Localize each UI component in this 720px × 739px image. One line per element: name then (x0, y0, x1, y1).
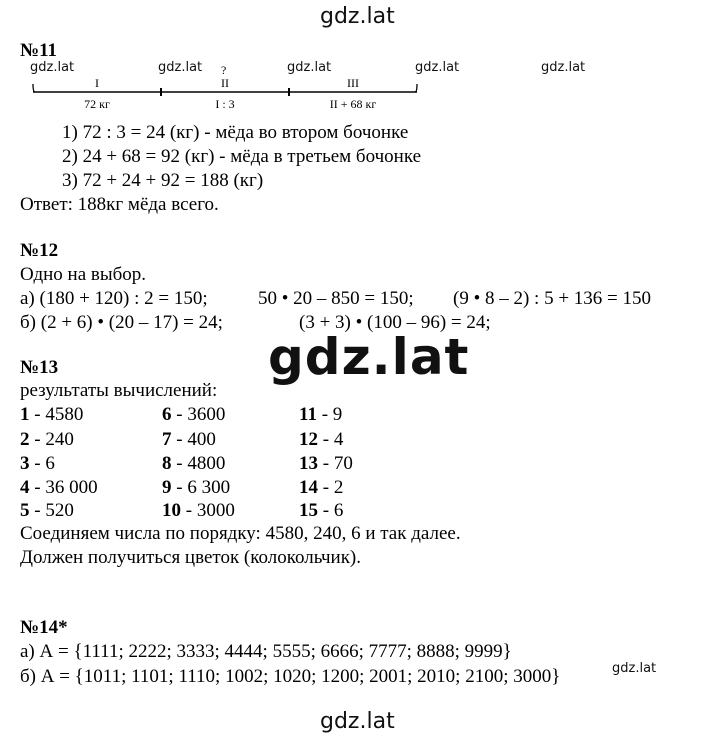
watermark-row-4: gdz.lat (415, 60, 460, 75)
watermark-row-3: gdz.lat (287, 60, 332, 75)
diagram-right-end (415, 84, 417, 92)
segment-2-bottom-label: I : 3 (215, 97, 235, 111)
segment-1-bottom-label: 72 кг (84, 97, 110, 111)
segment-diagram (30, 72, 430, 112)
segment-1-top-label: I (95, 76, 99, 90)
task12-b-1: б) (2 + 6) • (20 – 17) = 24; (20, 312, 223, 333)
segment-2-top-label: II (221, 76, 229, 90)
task12-a-2: 50 • 20 – 850 = 150; (258, 288, 414, 309)
task12-intro: Одно на выбор. (20, 264, 147, 285)
task13-title: №13 (20, 357, 59, 378)
task13-intro: результаты вычислений: (20, 380, 218, 401)
task12-a-1: а) (180 + 120) : 2 = 150; (20, 288, 208, 309)
diagram-question-mark: ? (221, 63, 227, 77)
watermark-big: gdz.lat (268, 328, 470, 386)
task13-conclusion-1: Соединяем числа по порядку: 4580, 240, 6 и так далее. (20, 523, 461, 544)
result-3: 3 - 6 (20, 453, 55, 474)
task12-title: №12 (20, 240, 59, 261)
result-11: 11 - 9 (299, 404, 343, 425)
task14-b: б) А = {1011; 1101; 1110; 1002; 1020; 1200; 2001; 2010; 2100; 3000} (20, 666, 561, 687)
segment-3-bottom-label: II + 68 кг (329, 97, 377, 111)
task11-step-1: 1) 72 : 3 = 24 (кг) - мёда во втором бочонке (62, 122, 409, 143)
result-15: 15 - 6 (299, 500, 344, 521)
result-12: 12 - 4 (299, 429, 344, 450)
result-7: 7 - 400 (162, 429, 216, 450)
segment-3-top-label: III (347, 76, 359, 90)
task11-step-2: 2) 24 + 68 = 92 (кг) - мёда в третьем бочонке (62, 146, 422, 167)
task13-conclusion-2: Должен получиться цветок (колокольчик). (20, 547, 361, 568)
result-14: 14 - 2 (299, 477, 344, 498)
result-6: 6 - 3600 (162, 404, 226, 425)
task12-b-2: (3 + 3) • (100 – 96) = 24; (299, 312, 491, 333)
task12-a-3: (9 • 8 – 2) : 5 + 136 = 150 (453, 288, 652, 309)
result-4: 4 - 36 000 (20, 477, 98, 498)
diagram-left-end (33, 84, 35, 92)
result-2: 2 - 240 (20, 429, 74, 450)
result-9: 9 - 6 300 (162, 477, 231, 498)
watermark-corner: gdz.lat (612, 661, 657, 676)
result-1: 1 - 4580 (20, 404, 84, 425)
result-10: 10 - 3000 (162, 500, 235, 521)
watermark-row-2: gdz.lat (158, 60, 203, 75)
result-13: 13 - 70 (299, 453, 353, 474)
result-8: 8 - 4800 (162, 453, 226, 474)
result-5: 5 - 520 (20, 500, 74, 521)
watermark-row-1: gdz.lat (30, 60, 75, 75)
task14-a: а) А = {1111; 2222; 3333; 4444; 5555; 6666; 7777; 8888; 9999} (20, 641, 512, 662)
task14-title: №14* (20, 617, 68, 638)
watermark-row-5: gdz.lat (541, 60, 586, 75)
task11-answer: Ответ: 188кг мёда всего. (20, 194, 219, 215)
watermark-bottom: gdz.lat (320, 709, 395, 734)
watermark-top: gdz.lat (320, 4, 395, 29)
task11-step-3: 3) 72 + 24 + 92 = 188 (кг) (62, 170, 264, 191)
task11-title: №11 (20, 40, 58, 61)
